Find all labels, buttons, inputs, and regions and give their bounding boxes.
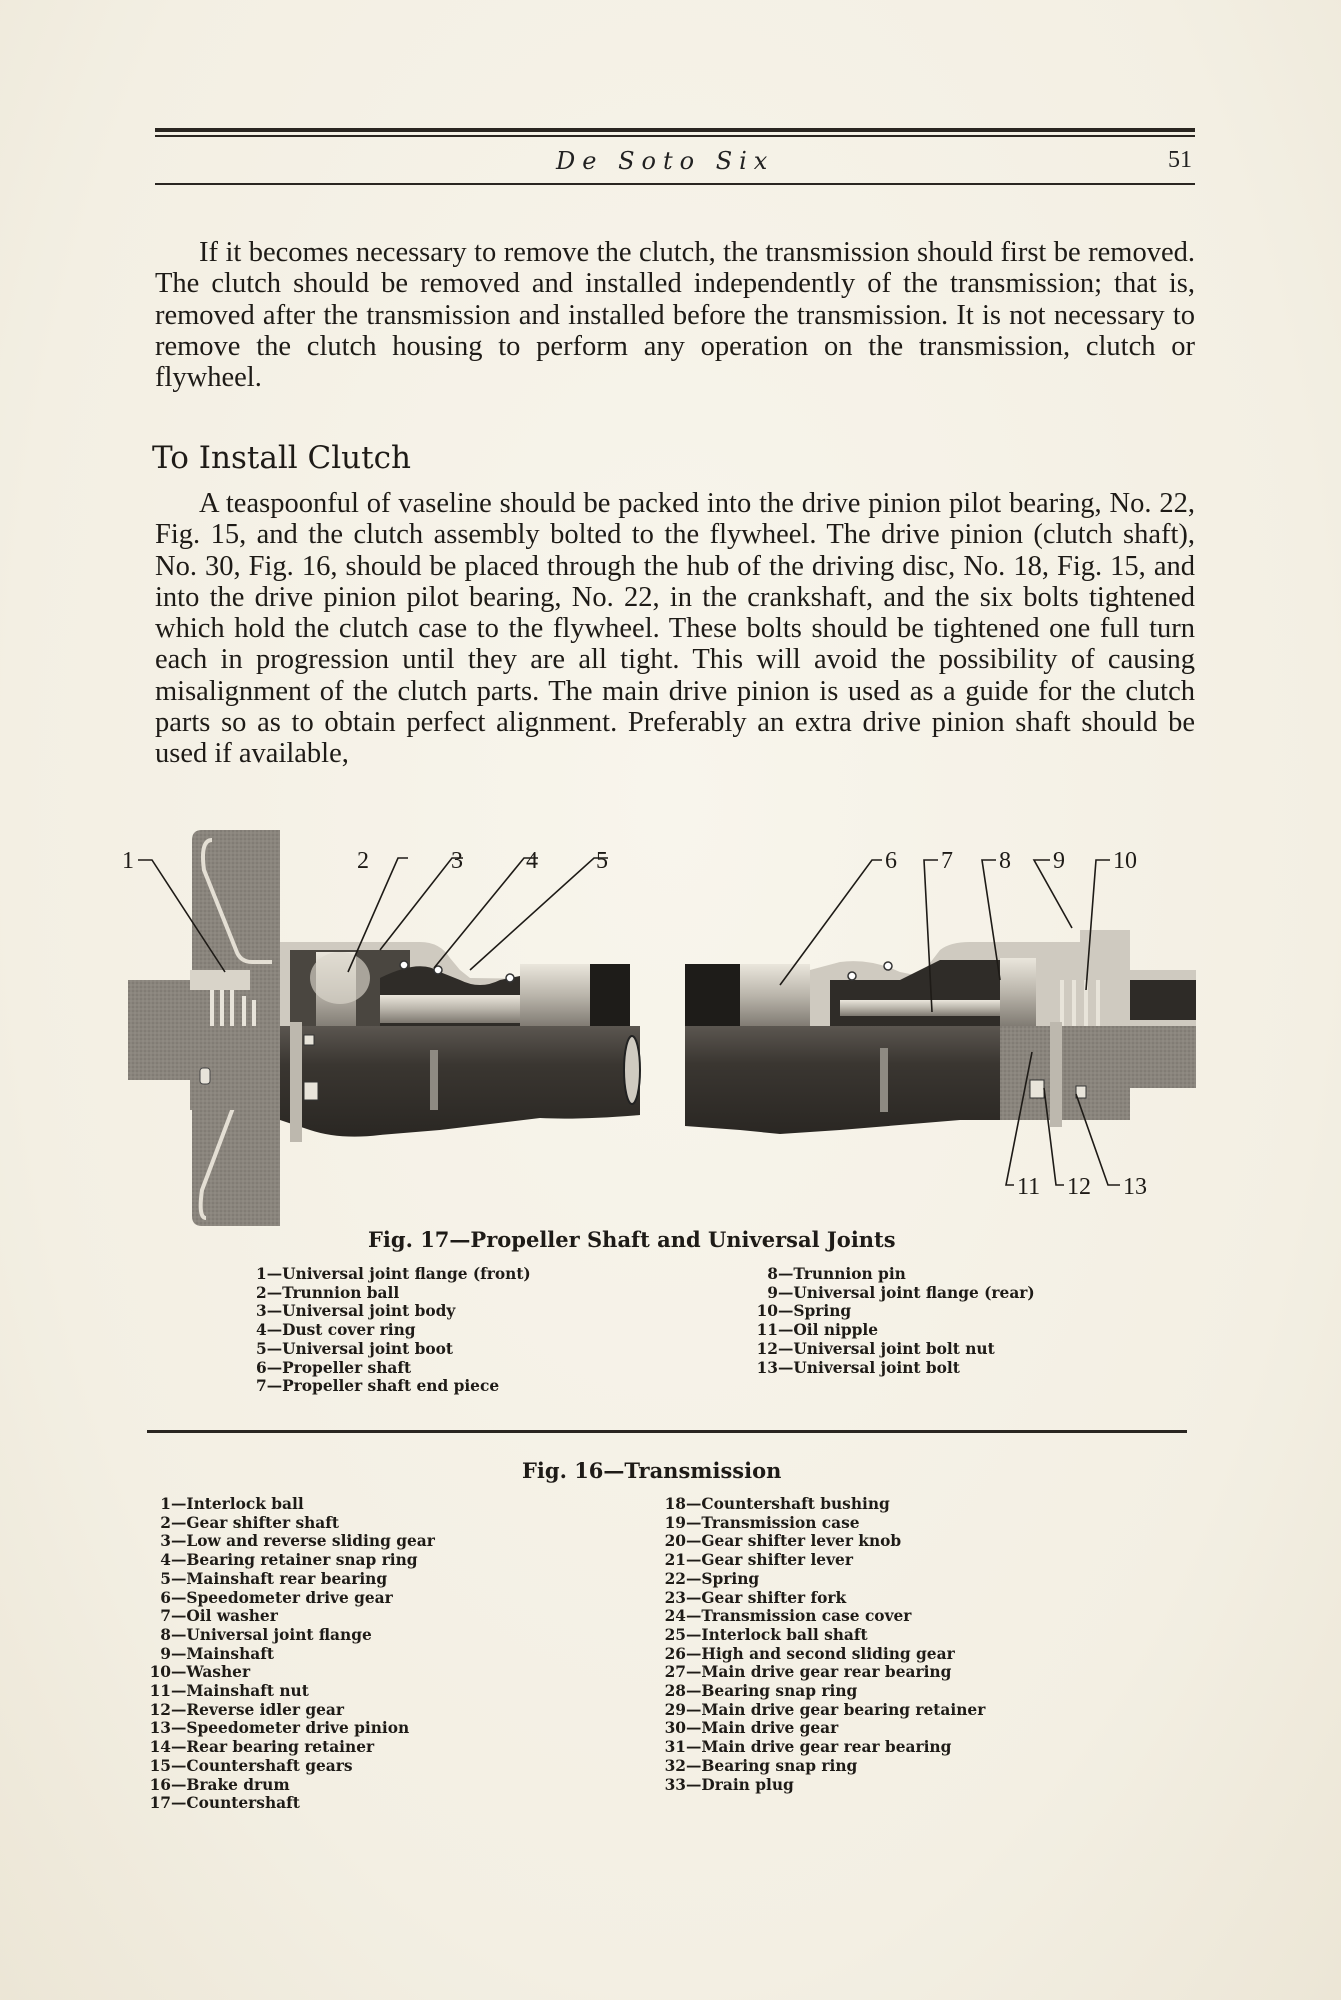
rear-universal-joint [685,930,1196,1134]
section-heading: To Install Clutch [152,440,411,476]
legend-item: 3—Universal joint body [256,1302,456,1321]
callout-8: 8 [999,848,1011,874]
legend-item: 19—Transmission case [664,1513,860,1532]
legend-item: 6—Propeller shaft [256,1358,412,1377]
legend-item: 26—High and second sliding gear [664,1644,955,1663]
legend-item: 10—Washer [149,1663,251,1682]
legend-item: 11—Oil nipple [756,1321,879,1340]
running-title: De Soto Six [556,147,775,175]
legend-item: 9—Mainshaft [160,1644,274,1663]
legend-item: 18—Countershaft bushing [664,1495,890,1513]
legend-item: 30—Main drive gear [664,1719,839,1738]
legend-item: 32—Bearing snap ring [664,1756,858,1775]
legend-item: 7—Propeller shaft end piece [256,1377,500,1396]
callout-13: 13 [1123,1174,1147,1200]
callout-1: 1 [122,848,134,874]
paragraph-remove-clutch: If it becomes necessary to remove the clutch, the transmission should first be removed. The clutch should be removed and installed independently of the transmission; that is, removed after the transmission and installed before the transmission. It is not necessary to remove the clutch housing to perform any operation on the transmission, clutch or flywheel. [155,237,1195,394]
legend-item: 7—Oil washer [160,1607,278,1626]
legend-item: 15—Countershaft gears [149,1756,353,1775]
figure-16-caption: Fig. 16—Transmission [522,1458,782,1483]
figure-17-caption: Fig. 17—Propeller Shaft and Universal Joints [368,1227,896,1252]
legend-item: 10—Spring [756,1302,852,1321]
header-rule-bottom [155,183,1195,185]
legend-item: 21—Gear shifter lever [664,1551,853,1570]
legend-item: 3—Low and reverse sliding gear [160,1532,435,1551]
legend-item: 24—Transmission case cover [664,1607,912,1626]
legend-item: 13—Universal joint bolt [756,1358,960,1377]
legend-item: 13—Speedometer drive pinion [149,1719,410,1738]
legend-item: 9—Universal joint flange (rear) [767,1283,1035,1302]
legend-item: 12—Reverse idler gear [149,1700,344,1719]
legend-item: 1—Interlock ball [160,1495,304,1513]
legend-item: 11—Mainshaft nut [149,1682,309,1701]
legend-item: 8—Universal joint flange [160,1625,372,1644]
callout-10: 10 [1113,848,1137,874]
page-number: 51 [1168,147,1192,173]
propeller-shaft-illustration [122,830,1210,1230]
legend-item: 25—Interlock ball shaft [664,1625,868,1644]
legend-item: 2—Trunnion ball [256,1283,400,1302]
legend-item: 33—Drain plug [664,1775,794,1794]
figure-16-legend-left [145,1495,435,1813]
callout-12: 12 [1067,1174,1091,1200]
callout-4: 4 [526,848,538,874]
legend-item: 16—Brake drum [149,1775,290,1794]
callout-2: 2 [357,848,369,874]
header-rule-top-thick [155,128,1195,132]
legend-item: 5—Mainshaft rear bearing [160,1569,388,1588]
front-universal-joint [280,942,630,1030]
callout-5: 5 [596,848,608,874]
legend-item: 8—Trunnion pin [767,1265,906,1283]
legend-item: 17—Countershaft [149,1794,300,1813]
legend-item: 29—Main drive gear bearing retainer [664,1700,986,1719]
legend-item: 22—Spring [664,1569,760,1588]
legend-item: 4—Bearing retainer snap ring [160,1551,418,1570]
callout-11: 11 [1017,1174,1041,1200]
legend-item: 27—Main drive gear rear bearing [664,1663,952,1682]
legend-item: 28—Bearing snap ring [664,1682,858,1701]
callout-3: 3 [451,848,463,874]
callout-6: 6 [885,848,897,874]
legend-item: 2—Gear shifter shaft [160,1513,340,1532]
paragraph-install-clutch: A teaspoonful of vaseline should be packed into the drive pinion pilot bearing, No. 22, Fig. 15, and the clutch assembly bolted to the flywheel. The drive pinion (clutch shaft), No. 30, Fig. 16, should be placed through the hub of the driving disc, No. 18, Fig. 15, and into the drive pinion pilot bearing, No. 22, in the crankshaft, and the six bolts tightened which hold the clutch case to the flywheel. These bolts should be tightened one full turn each in progression until they are all tight. This will avoid the possibility of causing misalignment of the clutch parts. The main drive pinion is used as a guide for the clutch parts so as to obtain perfect alignment. Preferably an extra drive pinion shaft should be used if available, [155,488,1195,770]
figure-17-legend-left [256,1265,531,1396]
legend-item: 4—Dust cover ring [256,1321,416,1340]
callout-7: 7 [941,848,953,874]
legend-item: 14—Rear bearing retainer [149,1738,375,1757]
figure-16-legend-right [660,1495,985,1794]
callout-9: 9 [1053,848,1065,874]
legend-item: 6—Speedometer drive gear [160,1588,393,1607]
legend-item: 5—Universal joint boot [256,1339,453,1358]
figure-17-legend-right [752,1265,1035,1377]
legend-item: 23—Gear shifter fork [664,1588,847,1607]
legend-item: 1—Universal joint flange (front) [256,1265,531,1283]
section-divider [147,1430,1187,1433]
header-rule-top-thin [155,135,1195,137]
legend-item: 12—Universal joint bolt nut [756,1339,995,1358]
legend-item: 31—Main drive gear rear bearing [664,1738,952,1757]
legend-item: 20—Gear shifter lever knob [664,1532,902,1551]
